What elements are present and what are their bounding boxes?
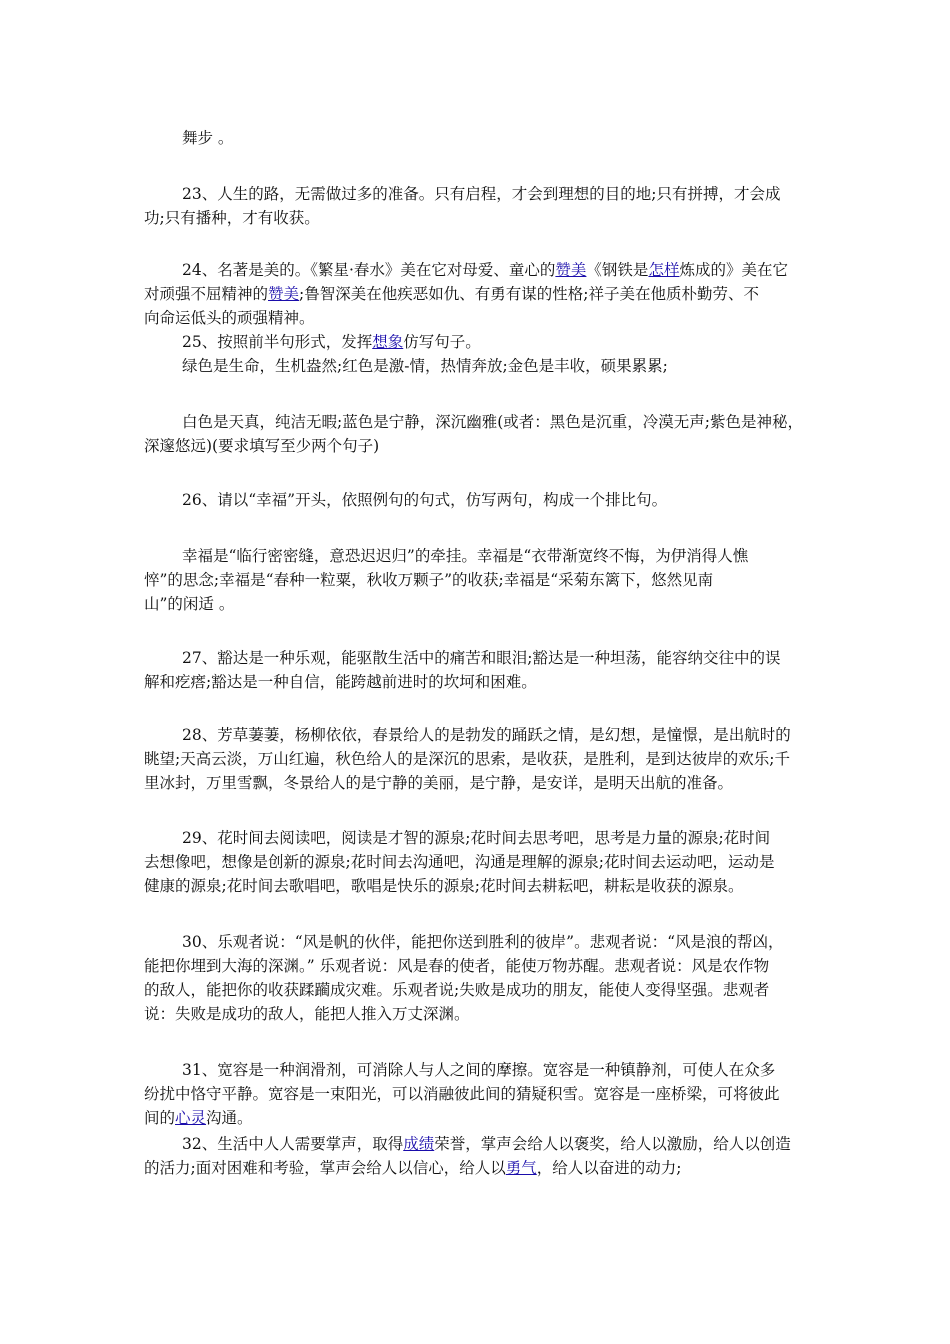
link-yongqi[interactable]: 勇气: [505, 1159, 537, 1177]
text-line: 健康的源泉;花时间去歌唱吧，歌唱是快乐的源泉;花时间去耕耘吧，耕耘是收获的源泉。: [144, 877, 744, 895]
text-line: 28、芳草萋萋，杨柳依依，春景给人的是勃发的踊跃之情，是幻想，是憧憬，是出航时的: [182, 726, 791, 744]
link-zanmei-2[interactable]: 赞美: [268, 285, 300, 303]
text-line: 31、宽容是一种润滑剂，可消除人与人之间的摩擦。宽容是一种镇静剂，可使人在众多: [182, 1061, 776, 1079]
text-line: 23、人生的路，无需做过多的准备。只有启程，才会到理想的目的地;只有拼搏，才会成: [182, 185, 781, 203]
link-zanmei[interactable]: 赞美: [555, 261, 587, 279]
link-xinling[interactable]: 心灵: [175, 1109, 207, 1127]
paragraph-30: [144, 930, 812, 1026]
paragraph-26: [144, 488, 812, 512]
text-line: 25、按照前半句形式，发挥想象仿写句子。: [182, 333, 481, 351]
text-line: 24、名著是美的。《繁星·春水》美在它对母爱、童心的赞美《钢铁是怎样炼成的》美在它: [182, 261, 788, 279]
text-line: 舞步 。: [182, 129, 234, 147]
text-line: 26、请以“幸福”开头，依照例句的句式，仿写两句，构成一个排比句。: [182, 491, 668, 509]
text-line: 纷扰中恪守平静。宽容是一束阳光，可以消融彼此间的猜疑积雪。宽容是一座桥梁，可将彼此: [144, 1085, 780, 1103]
paragraph-31: [144, 1058, 812, 1130]
text-line: 眺望;天高云淡，万山红遍，秋色给人的是深沉的思索，是收获，是胜利，是到达彼岸的欢乐;千: [144, 750, 790, 768]
paragraph-27: [144, 646, 812, 694]
text-line: 32、生活中人人需要掌声，取得成绩荣誉，掌声会给人以褒奖，给人以激励，给人以创造: [182, 1135, 791, 1153]
paragraph-23: [144, 182, 812, 230]
text-line: 功;只有播种，才有收获。: [144, 209, 320, 227]
text-line: 的敌人，能把你的收获蹂躏成灾难。乐观者说;失败是成功的朋友，能使人变得坚强。悲观者: [144, 981, 770, 999]
paragraph-25-continued: [144, 410, 812, 458]
text-line: 解和疙瘩;豁达是一种自信，能跨越前进时的坎坷和困难。: [144, 673, 537, 691]
text-line: 30、乐观者说：“风是帆的伙伴，能把你送到胜利的彼岸”。悲观者说：“风是浪的帮凶，: [182, 933, 784, 951]
text-line: 能把你埋到大海的深渊。” 乐观者说：风是春的使者，能使万物苏醒。悲观者说：风是农作物: [144, 957, 770, 975]
paragraph-25: [144, 330, 812, 378]
text-line: 间的心灵沟通。: [144, 1109, 253, 1127]
paragraph-29: [144, 826, 812, 898]
link-zenyang[interactable]: 怎样: [648, 261, 680, 279]
paragraph-24: [144, 258, 812, 330]
link-xiangxiang[interactable]: 想象: [372, 333, 404, 351]
text-line: 白色是天真，纯洁无暇;蓝色是宁静，深沉幽雅(或者：黑色是沉重，冷漠无声;紫色是神秘，: [182, 413, 803, 431]
text-line: 悴”的思念;幸福是“春种一粒粟，秋收万颗子”的收获;幸福是“采菊东篱下，悠然见南: [144, 571, 714, 589]
text-line: 对顽强不屈精神的赞美;鲁智深美在他疾恶如仇、有勇有谋的性格;祥子美在他质朴勤劳、不: [144, 285, 759, 303]
paragraph-continuation: [144, 126, 812, 150]
link-chengji[interactable]: 成绩: [403, 1135, 435, 1153]
text-line: 去想像吧，想像是创新的源泉;花时间去沟通吧，沟通是理解的源泉;花时间去运动吧，运动是: [144, 853, 775, 871]
paragraph-32: [144, 1132, 812, 1180]
text-line: 向命运低头的顽强精神。: [144, 309, 315, 327]
paragraph-26-example: [144, 544, 812, 616]
text-line: 27、豁达是一种乐观，能驱散生活中的痛苦和眼泪;豁达是一种坦荡，能容纳交往中的误: [182, 649, 781, 667]
text-line: 说：失败是成功的敌人，能把人推入万丈深渊。: [144, 1005, 470, 1023]
text-line: 山”的闲适 。: [144, 595, 235, 613]
text-line: 29、花时间去阅读吧，阅读是才智的源泉;花时间去思考吧，思考是力量的源泉;花时间: [182, 829, 771, 847]
text-line: 的活力;面对困难和考验，掌声会给人以信心，给人以勇气，给人以奋进的动力;: [144, 1159, 682, 1177]
text-line: 幸福是“临行密密缝，意恐迟迟归”的牵挂。幸福是“衣带渐宽终不悔，为伊消得人憔: [182, 547, 749, 565]
paragraph-28: [144, 723, 812, 795]
text-line: 深邃悠远)(要求填写至少两个句子): [144, 437, 380, 455]
text-line: 里冰封，万里雪飘，冬景给人的是宁静的美丽，是宁静，是安详，是明天出航的准备。: [144, 774, 734, 792]
text-line: 绿色是生命，生机盎然;红色是激-情，热情奔放;金色是丰收，硕果累累;: [182, 357, 668, 375]
